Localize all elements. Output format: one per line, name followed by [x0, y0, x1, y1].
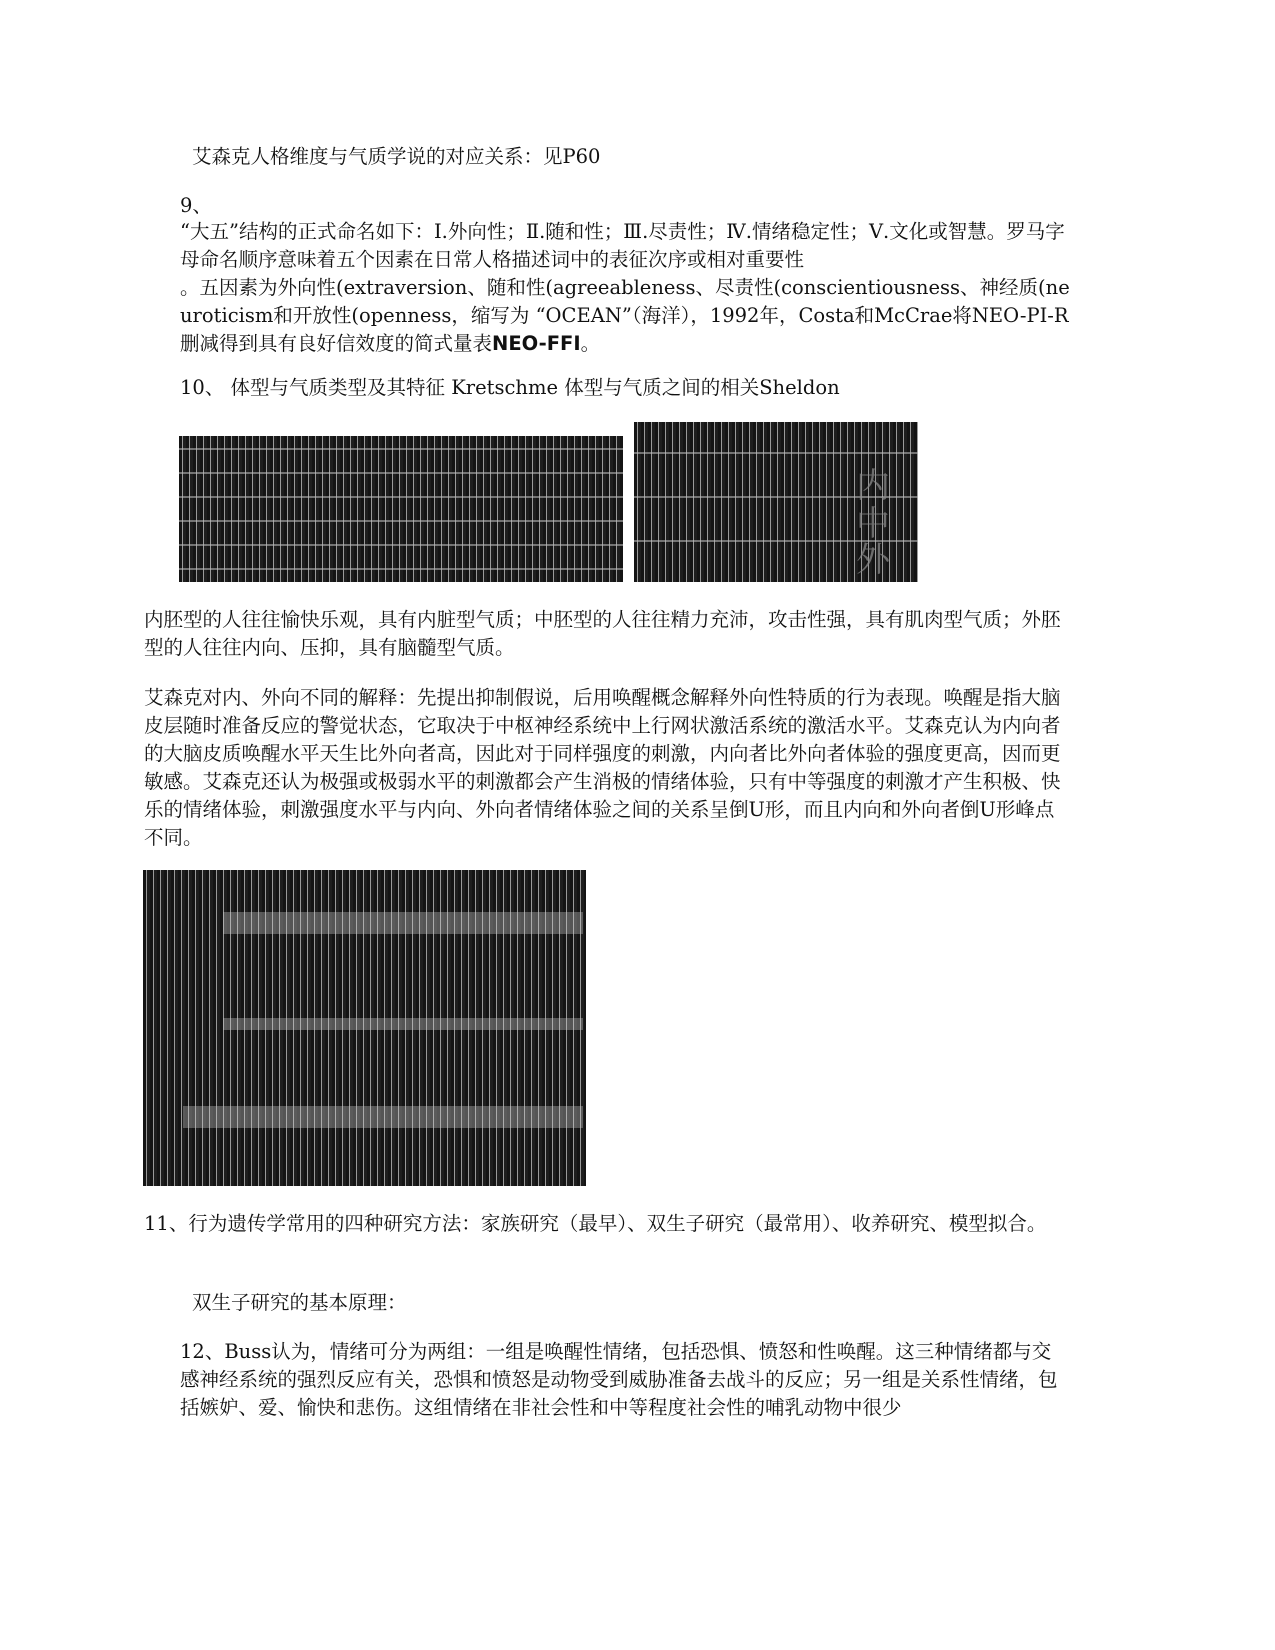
paragraph-twin-study: 双生子研究的基本原理：: [192, 1291, 407, 1314]
neo-ffi-term: NEO-FFI: [492, 332, 581, 355]
kretschmer-table-image: [179, 436, 623, 582]
big-five-end: 。: [580, 332, 601, 355]
paragraph-big-five: [180, 218, 1070, 358]
big-five-text-b: 。五因素为外向性(extraversion、随和性(agreeableness、尽责性(conscientiousness、神经质(neuroticism和开放性(openness，缩写为 “OCEAN”（海洋），1992年，Costa和McCrae将NEO-PI-R删减得到具有良好信效度的简式量表: [180, 276, 1070, 355]
paragraph-12-buss-emotions: 12、Buss认为，情绪可分为两组：一组是唤醒性情绪，包括恐惧、愤怒和性唤醒。这三种情绪都与交感神经系统的强烈反应有关，恐惧和愤怒是动物受到威胁准备去战斗的反应；另一组是关系性情绪，包括嫉妒、爱、愉快和悲伤。这组情绪在非社会性和中等程度社会性的哺乳动物中很少: [180, 1340, 1058, 1419]
paragraph-11-behavior-genetics: 11、行为遗传学常用的四种研究方法：家族研究（最早）、双生子研究（最常用）、收养研究、模型拟合。: [144, 1212, 1047, 1235]
paragraph-eysenck-temperament: 艾森克人格维度与气质学说的对应关系：见P60: [192, 145, 601, 168]
big-five-text-a: “大五”结构的正式命名如下：Ⅰ.外向性；Ⅱ.随和性；Ⅲ.尽责性；Ⅳ.情绪稳定性；Ⅴ.文化或智慧。罗马字母命名顺序意味着五个因素在日常人格描述词中的表征次序或相对重要性: [180, 220, 1065, 271]
inverted-u-figure-image: [143, 870, 586, 1186]
sheldon-table-image: [634, 422, 918, 582]
paragraph-9-number: 9、: [180, 194, 212, 217]
paragraph-10-body-type: 10、 体型与气质类型及其特征 Kretschme 体型与气质之间的相关Sheldon: [180, 376, 840, 399]
sheldon-label-ecto: 外: [856, 540, 890, 580]
paragraph-eysenck-arousal: 艾森克对内、外向不同的解释：先提出抑制假说，后用唤醒概念解释外向性特质的行为表现。唤醒是指大脑皮层随时准备反应的警觉状态，它取决于中枢神经系统中上行网状激活系统的激活水平。艾森克认为内向者的大脑皮质唤醒水平天生比外向者高，因此对于同样强度的刺激，内向者比外向者体验的强度更高，因而更敏感。艾森克还认为极强或极弱水平的刺激都会产生消极的情绪体验，只有中等强度的刺激才产生积极、快乐的情绪体验，刺激强度水平与内向、外向者情绪体验之间的关系呈倒U形，而且内向和外向者倒U形峰点不同。: [144, 686, 1061, 849]
sheldon-label-endo: 内: [856, 466, 890, 506]
paragraph-somatotypes: 内胚型的人往往愉快乐观，具有内脏型气质；中胚型的人往往精力充沛，攻击性强，具有肌肉型气质；外胚型的人往往内向、压抑，具有脑髓型气质。: [144, 608, 1061, 659]
sheldon-label-meso: 中: [856, 504, 890, 544]
